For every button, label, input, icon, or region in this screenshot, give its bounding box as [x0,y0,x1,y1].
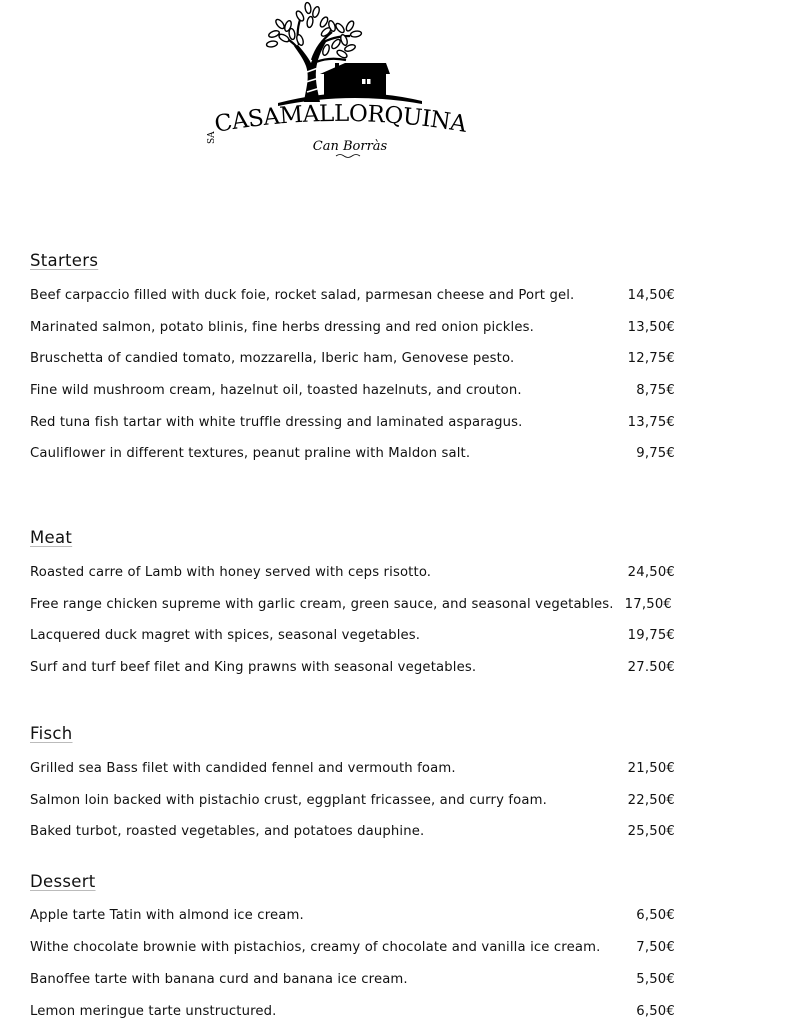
item-price: 24,50€ [627,565,675,580]
menu-item [30,350,675,368]
menu-item [30,823,675,841]
item-price: 21,50€ [627,761,675,776]
menu-item [30,939,675,957]
item-description: Surf and turf beef filet and King prawns with seasonal vegetables. [30,660,477,675]
item-price: 6,50€ [636,908,675,923]
item-price: 17,50€ [624,597,672,612]
item-description: Red tuna fish tartar with white truffle dressing and laminated asparagus. [30,415,523,430]
menu-item [30,792,675,810]
item-description: Fine wild mushroom cream, hazelnut oil, toasted hazelnuts, and crouton. [30,383,522,398]
item-price: 19,75€ [627,628,675,643]
item-description: Salmon loin backed with pistachio crust, eggplant fricassee, and curry foam. [30,793,547,808]
item-price: 9,75€ [636,446,675,461]
menu-item [30,414,675,432]
restaurant-logo [200,0,500,160]
item-description: Bruschetta of candied tomato, mozzarella, Iberic ham, Genovese pesto. [30,351,515,366]
item-price: 7,50€ [636,940,675,955]
menu-item [30,971,675,989]
section-title-fisch: Fisch [30,724,73,743]
item-price: 13,75€ [627,415,675,430]
item-description: Grilled sea Bass filet with candided fennel and vermouth foam. [30,761,456,776]
menu-item [30,659,675,677]
menu-item [30,564,675,582]
menu-item [30,760,675,778]
section-title-meat: Meat [30,528,73,547]
section-title-starters: Starters [30,251,99,270]
svg-text:CASAMALLORQUINA: CASAMALLORQUINA [212,100,469,138]
menu-item [30,907,675,925]
olive-tree-house-logo-icon [200,0,500,160]
item-description: Beef carpaccio filled with duck foie, rocket salad, parmesan cheese and Port gel. [30,288,575,303]
item-price: 5,50€ [636,972,675,987]
menu-item [30,445,675,463]
item-price: 12,75€ [627,351,675,366]
item-price: 27.50€ [627,660,675,675]
item-description: Lemon meringue tarte unstructured. [30,1004,277,1019]
item-description: Apple tarte Tatin with almond ice cream. [30,908,304,923]
section-title-dessert: Dessert [30,872,96,891]
logo-monogram: SA [207,131,217,144]
item-description: Banoffee tarte with banana curd and banana ice cream. [30,972,408,987]
item-description: Marinated salmon, potato blinis, fine herbs dressing and red onion pickles. [30,320,534,335]
item-price: 22,50€ [627,793,675,808]
item-price: 8,75€ [636,383,675,398]
menu-item [30,596,675,614]
svg-text:Can Borràs: Can Borràs [312,139,388,154]
item-price: 13,50€ [627,320,675,335]
item-description: Lacquered duck magret with spices, seasonal vegetables. [30,628,421,643]
item-price: 14,50€ [627,288,675,303]
menu-item [30,1003,675,1021]
item-description: Roasted carre of Lamb with honey served with ceps risotto. [30,565,432,580]
menu-item [30,382,675,400]
item-price: 25,50€ [627,824,675,839]
item-description: Withe chocolate brownie with pistachios, creamy of chocolate and vanilla ice cream. [30,940,601,955]
item-description: Free range chicken supreme with garlic cream, green sauce, and seasonal vegetables. [30,597,614,612]
menu-item [30,319,675,337]
item-price: 6,50€ [636,1004,675,1019]
menu-item [30,287,675,305]
item-description: Baked turbot, roasted vegetables, and potatoes dauphine. [30,824,425,839]
item-description: Cauliflower in different textures, peanut praline with Maldon salt. [30,446,471,461]
menu-item [30,627,675,645]
